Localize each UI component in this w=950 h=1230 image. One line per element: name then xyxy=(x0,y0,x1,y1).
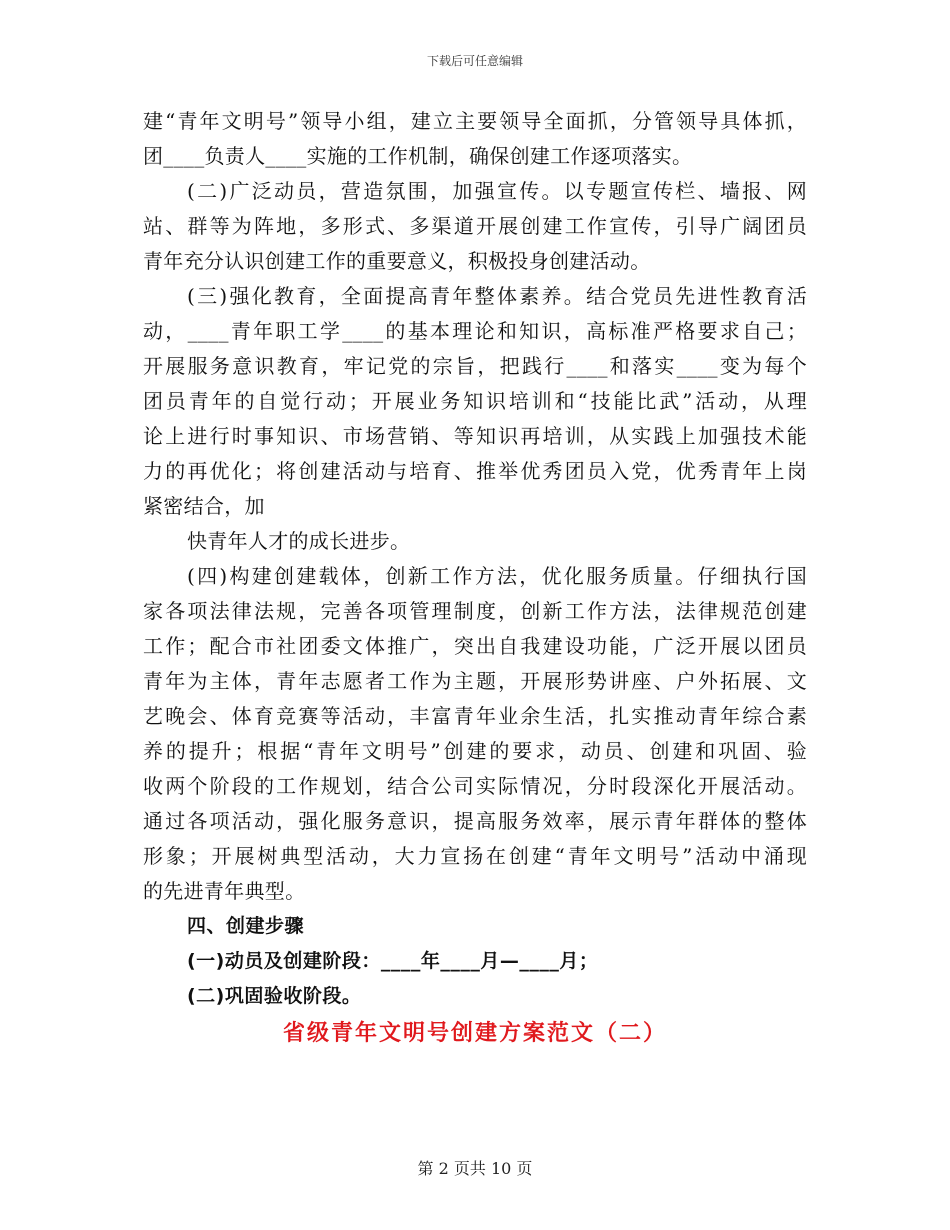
paragraph-line: 建“青年文明号”领导小组，建立主要领导全面抓，分管领导具体抓， xyxy=(143,109,807,133)
paragraph-line: 形象；开展树典型活动，大力宣扬在创建“青年文明号”活动中涌现 xyxy=(143,844,807,868)
paragraph-line: 团员青年的自觉行动；开展业务知识培训和“技能比武”活动，从理 xyxy=(143,389,807,413)
paragraph-line: (三)强化教育，全面提高青年整体素养。结合党员先进性教育活 xyxy=(187,284,807,308)
paragraph-line: 家各项法律法规，完善各项管理制度，创新工作方法，法律规范创建 xyxy=(143,599,807,623)
paragraph-line: 论上进行时事知识、市场营销、等知识再培训，从实践上加强技术能 xyxy=(143,424,807,448)
paragraph-line: 通过各项活动，强化服务意识，提高服务效率，展示青年群体的整体 xyxy=(143,809,807,833)
paragraph-line: 快青年人才的成长进步。 xyxy=(187,529,411,553)
page-number: 第 2 页共 10 页 xyxy=(417,1159,533,1178)
paragraph-line: 开展服务意识教育，牢记党的宗旨，把践行____和落实____变为每个 xyxy=(143,354,807,378)
paragraph-line: 的先进青年典型。 xyxy=(143,879,306,903)
step-item: (一)动员及创建阶段：____年____月—____月； xyxy=(187,950,599,972)
paragraph-line: 青年为主体，青年志愿者工作为主题，开展形势讲座、户外拓展、文 xyxy=(143,669,807,693)
paragraph-line: 青年充分认识创建工作的重要意义，积极投身创建活动。 xyxy=(143,249,651,273)
paragraph-line: (四)构建创建载体，创新工作方法，优化服务质量。仔细执行国 xyxy=(187,564,807,588)
step-item: (二)巩固验收阶段。 xyxy=(187,985,362,1007)
paragraph-line: 力的再优化；将创建活动与培育、推举优秀团员入党，优秀青年上岗 xyxy=(143,459,807,483)
paragraph-line: 动，____青年职工学____的基本理论和知识，高标准严格要求自己； xyxy=(143,319,807,343)
paragraph-line: 养的提升；根据“青年文明号”创建的要求，动员、创建和巩固、验 xyxy=(143,739,807,763)
document-body xyxy=(143,104,807,1054)
paragraph-line: 团____负责人____实施的工作机制，确保创建工作逐项落实。 xyxy=(143,144,693,168)
paragraph-line: 艺晚会、体育竞赛等活动，丰富青年业余生活，扎实推动青年综合素 xyxy=(143,704,807,728)
paragraph-line: 收两个阶段的工作规划，结合公司实际情况，分时段深化开展活动。 xyxy=(143,774,807,798)
paragraph-line: 工作；配合市社团委文体推广，突出自我建设功能，广泛开展以团员 xyxy=(143,634,807,658)
paragraph-line: (二)广泛动员，营造氛围，加强宣传。以专题宣传栏、墙报、网 xyxy=(187,179,807,203)
section-heading: 四、创建步骤 xyxy=(187,915,305,937)
paragraph-line: 紧密结合，加 xyxy=(143,494,265,518)
page-header: 下载后可任意编辑 xyxy=(426,54,523,68)
document-title: 省级青年文明号创建方案范文（二） xyxy=(282,1021,667,1046)
paragraph-line: 站、群等为阵地，多形式、多渠道开展创建工作宣传，引导广阔团员 xyxy=(143,214,807,238)
